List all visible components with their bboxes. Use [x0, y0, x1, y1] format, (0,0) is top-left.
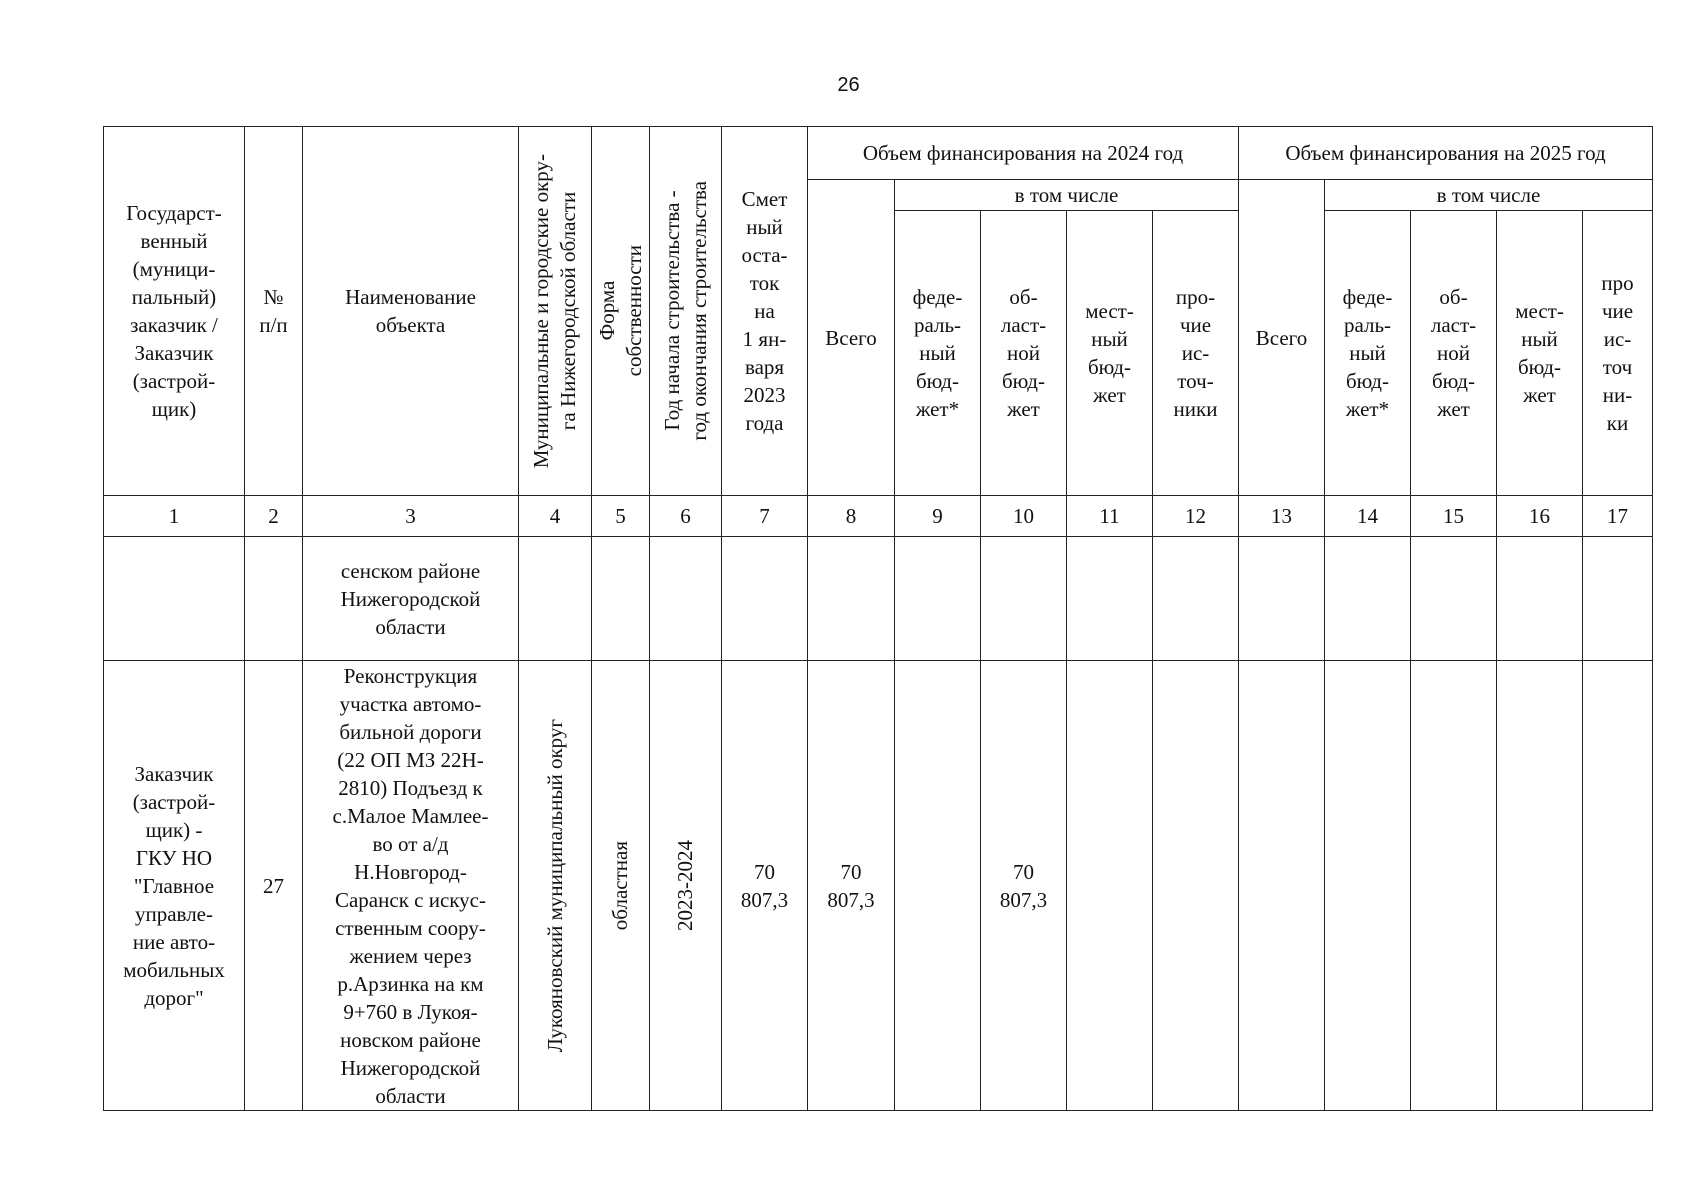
- row-object-name: Реконструкция участка автомо- бильной дороги (22 ОП МЗ 22Н- 2810) Подъезд к с.Малое Мамлее- во от а/д Н.Новгород- Саранск с искус- ственным соору- жением через р.Арзинка на км 9+760 в Лукоя- новском районе Нижегородской области: [303, 661, 519, 1111]
- column-number: 10: [981, 496, 1067, 537]
- header-total-2025: Всего: [1239, 180, 1325, 496]
- row-total-2025: [1239, 661, 1325, 1111]
- table-row: [104, 537, 1653, 661]
- header-municipality-cell: [519, 127, 592, 496]
- row-regional-2025: [1411, 661, 1497, 1111]
- row-years: [650, 537, 722, 661]
- row-federal-2025: [1325, 661, 1411, 1111]
- header-including-2024: в том числе: [895, 180, 1239, 211]
- header-funding-2025: Объем финансирования на 2025 год: [1239, 127, 1653, 180]
- column-number: 9: [895, 496, 981, 537]
- header-local-2025: мест- ный бюд- жет: [1497, 211, 1583, 496]
- row-local-2025: [1497, 661, 1583, 1111]
- row-local-2024: [1067, 661, 1153, 1111]
- row-federal-2025: [1325, 537, 1411, 661]
- header-federal-2024: феде- раль- ный бюд- жет*: [895, 211, 981, 496]
- header-years: Год начала строительства - год окончания строительства: [659, 181, 711, 441]
- column-number: 11: [1067, 496, 1153, 537]
- column-number: 15: [1411, 496, 1497, 537]
- row-number: [245, 537, 303, 661]
- header-local-2024: мест- ный бюд- жет: [1067, 211, 1153, 496]
- column-number: 2: [245, 496, 303, 537]
- column-number: 4: [519, 496, 592, 537]
- header-including-2025: в том числе: [1325, 180, 1653, 211]
- column-number: 7: [722, 496, 808, 537]
- funding-table: [103, 126, 1653, 1111]
- row-years-cell: [650, 661, 722, 1111]
- row-estimated-balance: 70 807,3: [722, 661, 808, 1111]
- row-regional-2024: 70 807,3: [981, 661, 1067, 1111]
- row-federal-2024: [895, 537, 981, 661]
- row-ownership-cell: [592, 661, 650, 1111]
- header-total-2024: Всего: [808, 180, 895, 496]
- row-other-2025: [1583, 661, 1653, 1111]
- row-municipality: Лукояновский муниципальный округ: [542, 718, 567, 1053]
- header-funding-2024: Объем финансирования на 2024 год: [808, 127, 1239, 180]
- page-number: 26: [837, 74, 860, 96]
- header-object-name: Наименование объекта: [303, 127, 519, 496]
- row-customer: Заказчик (застрой- щик) - ГКУ НО "Главное управле- ние авто- мобильных дорог": [104, 661, 245, 1111]
- column-number: 3: [303, 496, 519, 537]
- row-regional-2024: [981, 537, 1067, 661]
- column-number: 1: [104, 496, 245, 537]
- column-number: 12: [1153, 496, 1239, 537]
- column-number: 16: [1497, 496, 1583, 537]
- header-federal-2025: феде- раль- ный бюд- жет*: [1325, 211, 1411, 496]
- row-total-2025: [1239, 537, 1325, 661]
- header-row-1: [104, 127, 1653, 180]
- header-ownership: Форма собственности: [594, 245, 646, 377]
- row-number: 27: [245, 661, 303, 1111]
- column-number: 14: [1325, 496, 1411, 537]
- row-municipality-cell: [519, 661, 592, 1111]
- row-total-2024: 70 807,3: [808, 661, 895, 1111]
- header-years-cell: [650, 127, 722, 496]
- table-row: [104, 661, 1653, 1111]
- row-ownership: [592, 537, 650, 661]
- header-other-2025: про чие ис- точ ни- ки: [1583, 211, 1653, 496]
- header-estimated-balance: Смет ный оста- ток на 1 ян- варя 2023 года: [722, 127, 808, 496]
- row-other-2024: [1153, 661, 1239, 1111]
- header-customer: Государст- венный (муници- пальный) заказчик / Заказчик (застрой- щик): [104, 127, 245, 496]
- row-object-name: сенском районе Нижегородской области: [303, 537, 519, 661]
- header-municipality: Муниципальные и городские окру- га Нижегородской области: [529, 153, 580, 469]
- row-years: 2023-2024: [673, 840, 697, 931]
- column-number: 5: [592, 496, 650, 537]
- row-ownership: областная: [608, 840, 632, 931]
- header-number: № п/п: [245, 127, 303, 496]
- row-other-2025: [1583, 537, 1653, 661]
- row-other-2024: [1153, 537, 1239, 661]
- row-municipality: [519, 537, 592, 661]
- row-estimated-balance: [722, 537, 808, 661]
- row-total-2024: [808, 537, 895, 661]
- header-other-2024: про- чие ис- точ- ники: [1153, 211, 1239, 496]
- row-local-2024: [1067, 537, 1153, 661]
- column-number-row: [104, 496, 1653, 537]
- column-number: 8: [808, 496, 895, 537]
- column-number: 13: [1239, 496, 1325, 537]
- row-federal-2024: [895, 661, 981, 1111]
- header-ownership-cell: [592, 127, 650, 496]
- column-number: 6: [650, 496, 722, 537]
- row-local-2025: [1497, 537, 1583, 661]
- header-regional-2024: об- ласт- ной бюд- жет: [981, 211, 1067, 496]
- column-number: 17: [1583, 496, 1653, 537]
- header-regional-2025: об- ласт- ной бюд- жет: [1411, 211, 1497, 496]
- row-regional-2025: [1411, 537, 1497, 661]
- row-customer: [104, 537, 245, 661]
